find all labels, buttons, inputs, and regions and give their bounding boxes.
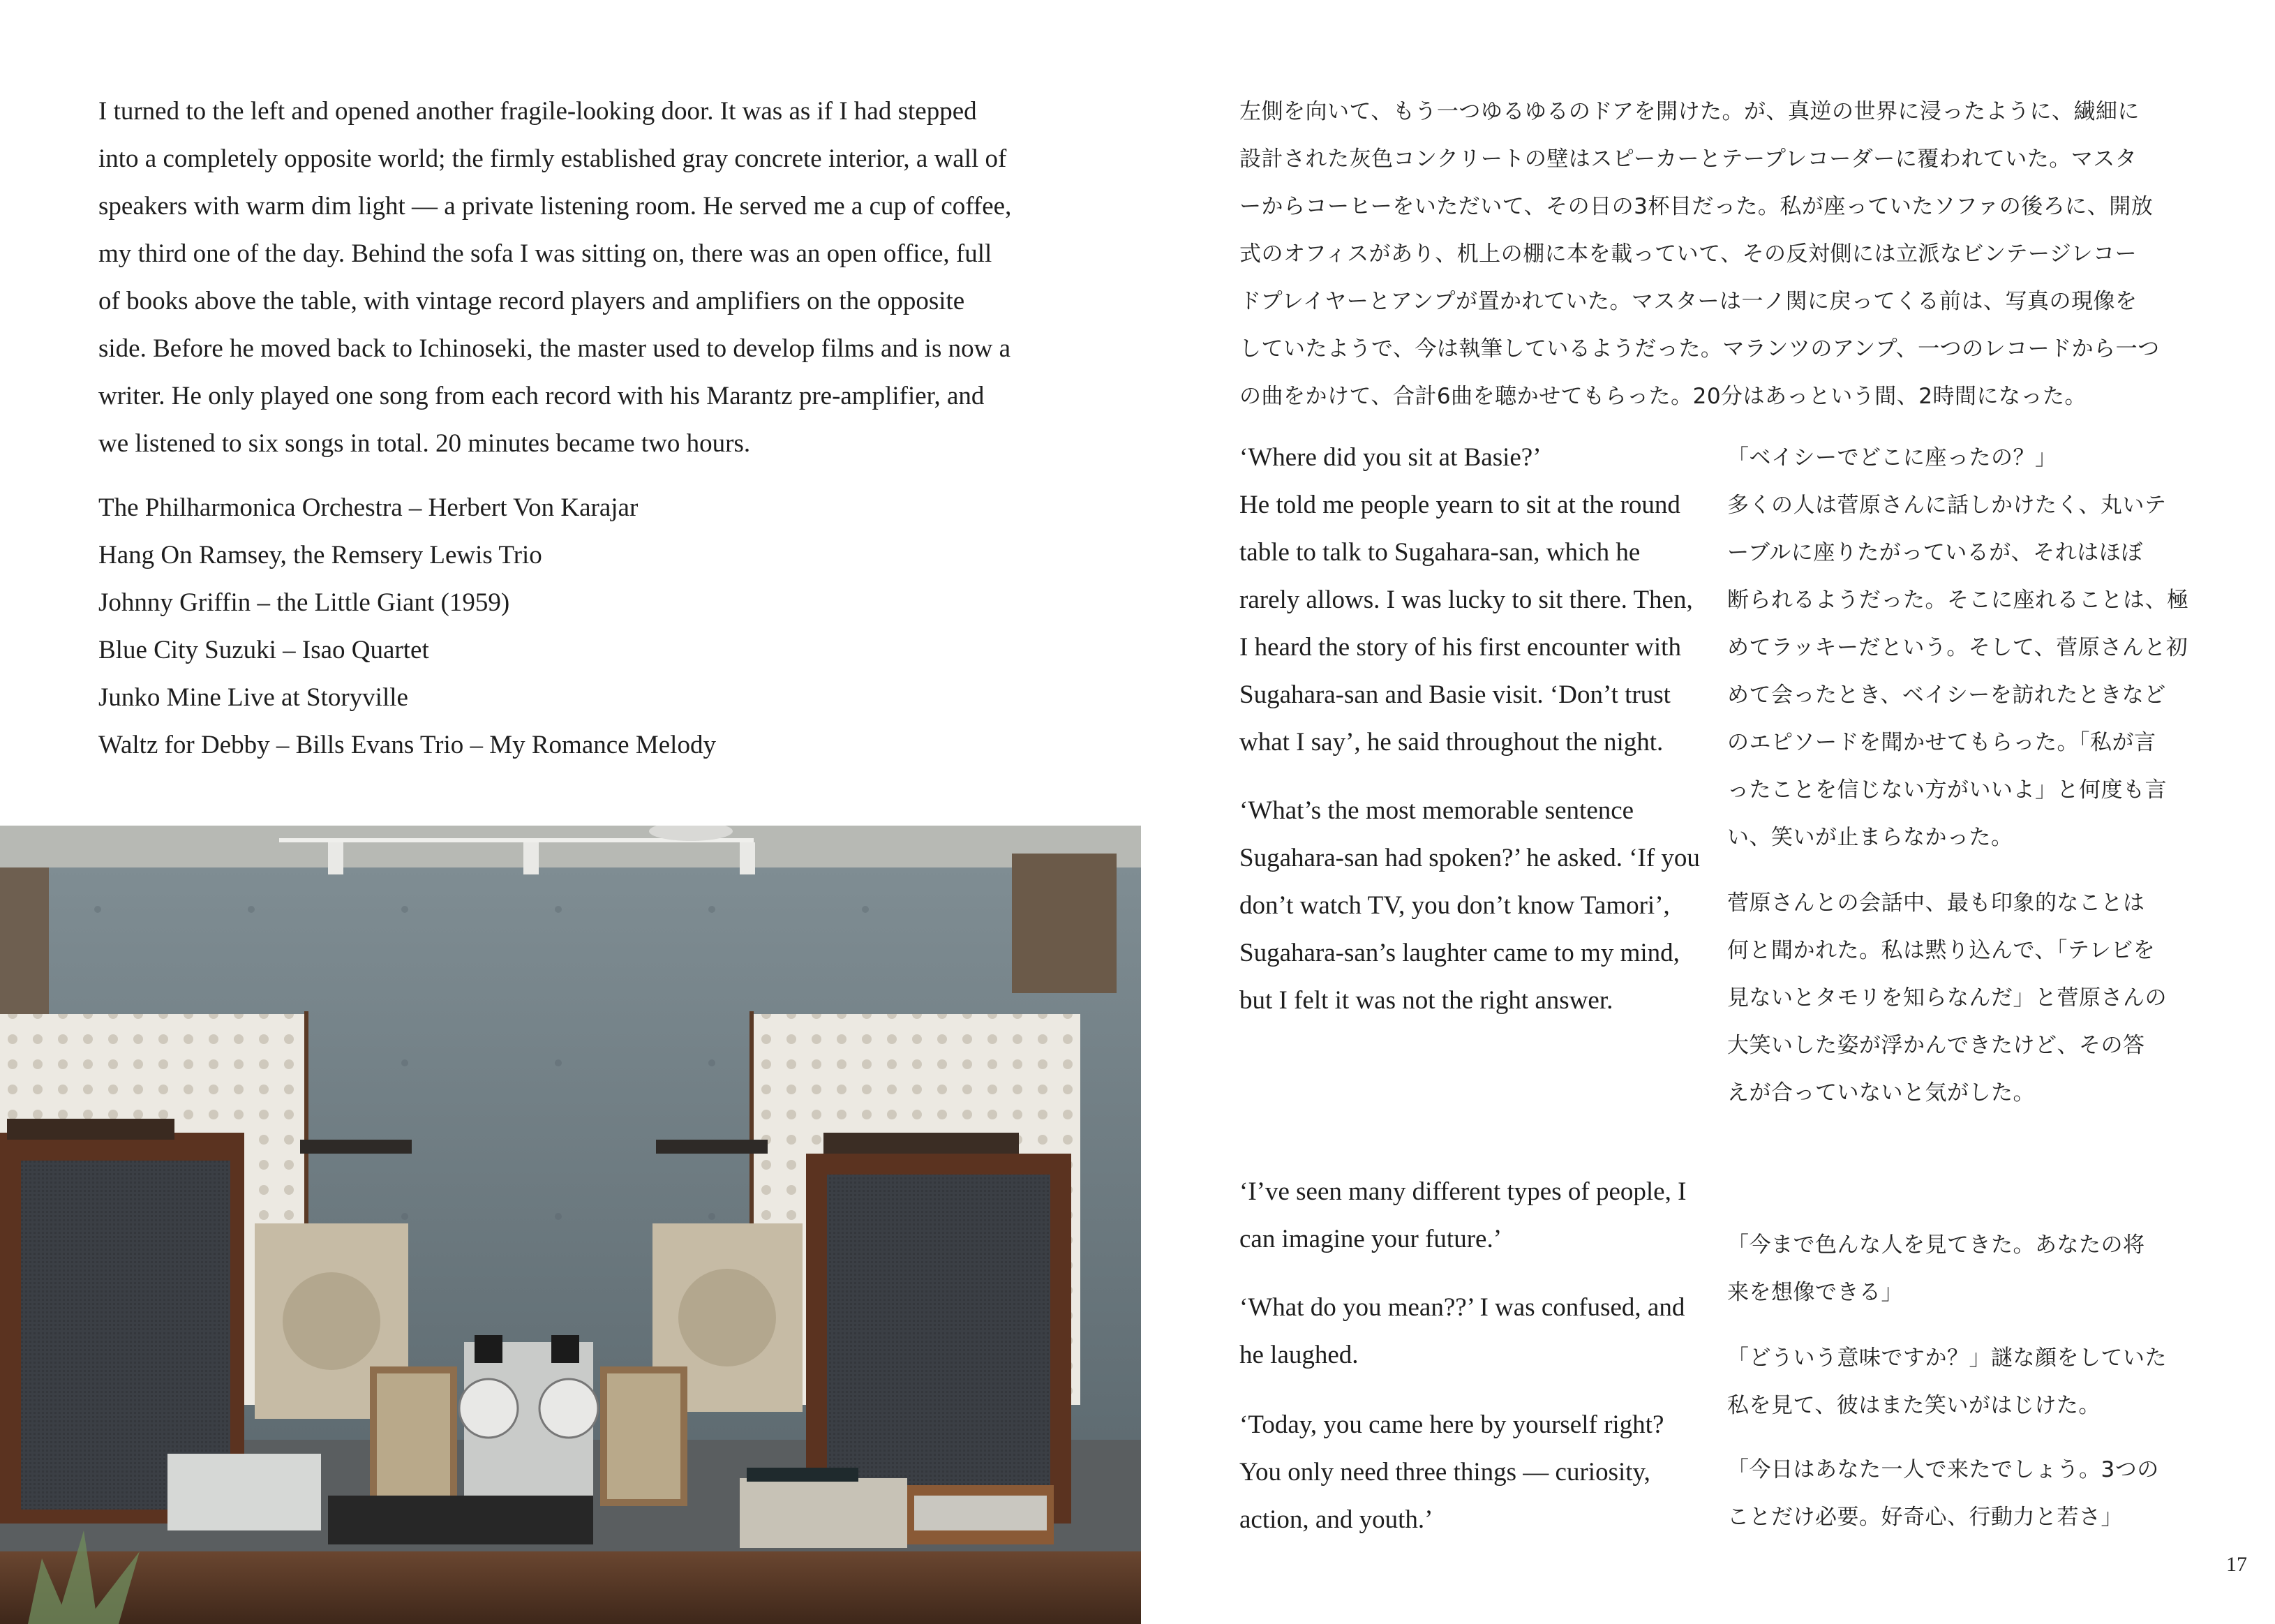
page-number: 17	[2226, 1553, 2247, 1576]
text-line: Sugahara-san’s laughter came to my mind,	[1239, 939, 1680, 967]
text-line: 来を想像できる」	[1727, 1280, 1903, 1305]
text-line: ったことを信じない方がいいよ」と何度も言	[1727, 777, 2167, 803]
text-line: I turned to the left and opened another fragile-looking door. It was as if I had stepped	[98, 97, 977, 126]
ja-intro-paragraph	[1239, 88, 2160, 420]
text-line: めて会ったとき、ベイシーを訪れたときなど	[1727, 683, 2166, 708]
text-line: ことだけ必要。好奇心、行動力と若さ」	[1727, 1505, 2123, 1530]
text-line: You only need three things — curiosity,	[1239, 1458, 1650, 1487]
text-line: 左側を向いて、もう一つゆるゆるのドアを開けた。が、真逆の世界に浸ったように、繊細に	[1239, 99, 2140, 124]
ja-confused-quote	[1727, 1334, 2167, 1429]
text-line: ‘What’s the most memorable sentence	[1239, 796, 1634, 825]
ja-basie-seat-paragraph	[1727, 434, 2189, 861]
text-line: ‘Today, you came here by yourself right?	[1239, 1410, 1664, 1439]
text-line: 菅原さんとの会話中、最も印象的なことは	[1727, 891, 2145, 916]
text-line: ーからコーヒーをいただいて、その日の3杯目だった。私が座っていたソファの後ろに、開放	[1239, 194, 2154, 219]
text-line: めてラッキーだという。そして、菅原さんと初	[1727, 635, 2188, 660]
text-line: we listened to six songs in total. 20 minutes became two hours.	[98, 429, 751, 458]
text-line: table to talk to Sugahara-san, which he	[1239, 538, 1641, 567]
text-line: Hang On Ramsey, the Remsery Lewis Trio	[98, 541, 542, 569]
text-line: can imagine your future.’	[1239, 1225, 1502, 1253]
text-line: of books above the table, with vintage record players and amplifiers on the opposite	[98, 287, 965, 315]
text-line: into a completely opposite world; the firmly established gray concrete interior, a wall of	[98, 144, 1007, 173]
intro-paragraph	[98, 88, 1011, 468]
text-line: 「ベイシーでどこに座ったの？」	[1727, 445, 2057, 470]
text-line: don’t watch TV, you don’t know Tamori’,	[1239, 891, 1670, 920]
text-line: He told me people yearn to sit at the round	[1239, 491, 1680, 519]
text-line: side. Before he moved back to Ichinoseki, the master used to develop films and is now a	[98, 334, 1010, 363]
en-memorable-sentence-paragraph	[1239, 787, 1700, 1025]
text-line: Sugahara-san and Basie visit. ‘Don’t trust	[1239, 680, 1671, 709]
text-line: 「どういう意味ですか？」謎な顔をしていた	[1727, 1346, 2167, 1371]
text-line: ‘I’ve seen many different types of people, I	[1239, 1177, 1687, 1206]
text-line: 大笑いした姿が浮かんできたけど、その答	[1727, 1033, 2145, 1058]
text-line: ‘Where did you sit at Basie?’	[1239, 443, 1542, 472]
text-line: but I felt it was not the right answer.	[1239, 986, 1613, 1015]
text-line: えが合っていないと気がした。	[1727, 1080, 2035, 1105]
text-line: 断られるようだった。そこに座れることは、極	[1727, 588, 2189, 613]
text-line: 何と聞かれた。私は黙り込んで、「テレビを	[1727, 938, 2156, 963]
ja-three-things-quote	[1727, 1446, 2159, 1541]
en-basie-seat-paragraph	[1239, 434, 1693, 766]
text-line: ドプレイヤーとアンプが置かれていた。マスターは一ノ関に戻ってくる前は、写真の現像を	[1239, 289, 2138, 314]
ja-future-quote	[1727, 1221, 2145, 1316]
text-line: he laughed.	[1239, 1341, 1359, 1369]
text-line: のエピソードを聞かせてもらった。「私が言	[1727, 730, 2156, 755]
text-line: 設計された灰色コンクリートの壁はスピーカーとテープレコーダーに覆われていた。マスタ	[1239, 147, 2138, 172]
text-line: ‘What do you mean??’ I was confused, and	[1239, 1293, 1685, 1322]
ja-memorable-sentence-paragraph	[1727, 879, 2167, 1117]
text-line: ーブルに座りたがっているが、それはほぼ	[1727, 540, 2143, 565]
text-line: my third one of the day. Behind the sofa I was sitting on, there was an open office, full	[98, 239, 992, 268]
text-line: 「今日はあなた一人で来たでしょう。3つの	[1727, 1457, 2159, 1482]
text-line: action, and youth.’	[1239, 1505, 1433, 1534]
en-confused-quote	[1239, 1284, 1685, 1379]
text-line: 私を見て、彼はまた笑いがはじけた。	[1727, 1393, 2101, 1418]
text-line: Sugahara-san had spoken?’ he asked. ‘If you	[1239, 844, 1700, 872]
text-line: 多くの人は菅原さんに話しかけたく、丸いテ	[1727, 493, 2167, 518]
text-line: Junko Mine Live at Storyville	[98, 683, 408, 712]
text-line: 式のオフィスがあり、机上の棚に本を載っていて、その反対側には立派なビンテージレコー	[1239, 241, 2138, 267]
text-line: rarely allows. I was lucky to sit there. Then,	[1239, 586, 1693, 614]
song-list	[98, 484, 716, 769]
text-line: Waltz for Debby – Bills Evans Trio – My Romance Melody	[98, 731, 716, 759]
text-line: Johnny Griffin – the Little Giant (1959)	[98, 588, 510, 617]
text-line: 見ないとタモリを知らなんだ」と菅原さんの	[1727, 985, 2167, 1011]
text-line: Blue City Suzuki – Isao Quartet	[98, 636, 429, 664]
text-line: の曲をかけて、合計6曲を聴かせてもらった。20分はあっという間、2時間になった。	[1239, 384, 2087, 409]
text-line: The Philharmonica Orchestra – Herbert Von Karajar	[98, 493, 639, 522]
text-line: what I say’, he said throughout the night.	[1239, 728, 1664, 757]
text-line: 「今まで色んな人を見てきた。あなたの将	[1727, 1232, 2145, 1258]
text-line: い、笑いが止まらなかった。	[1727, 825, 2013, 850]
text-line: writer. He only played one song from each record with his Marantz pre-amplifier, and	[98, 382, 985, 410]
en-three-things-quote	[1239, 1401, 1664, 1544]
listening-room-photo	[0, 826, 1141, 1624]
text-line: speakers with warm dim light — a private listening room. He served me a cup of coffee,	[98, 192, 1012, 221]
text-line: I heard the story of his first encounter with	[1239, 633, 1681, 662]
text-line: していたようで、今は執筆しているようだった。マランツのアンプ、一つのレコードから一つ	[1239, 336, 2160, 362]
en-future-quote	[1239, 1168, 1686, 1263]
